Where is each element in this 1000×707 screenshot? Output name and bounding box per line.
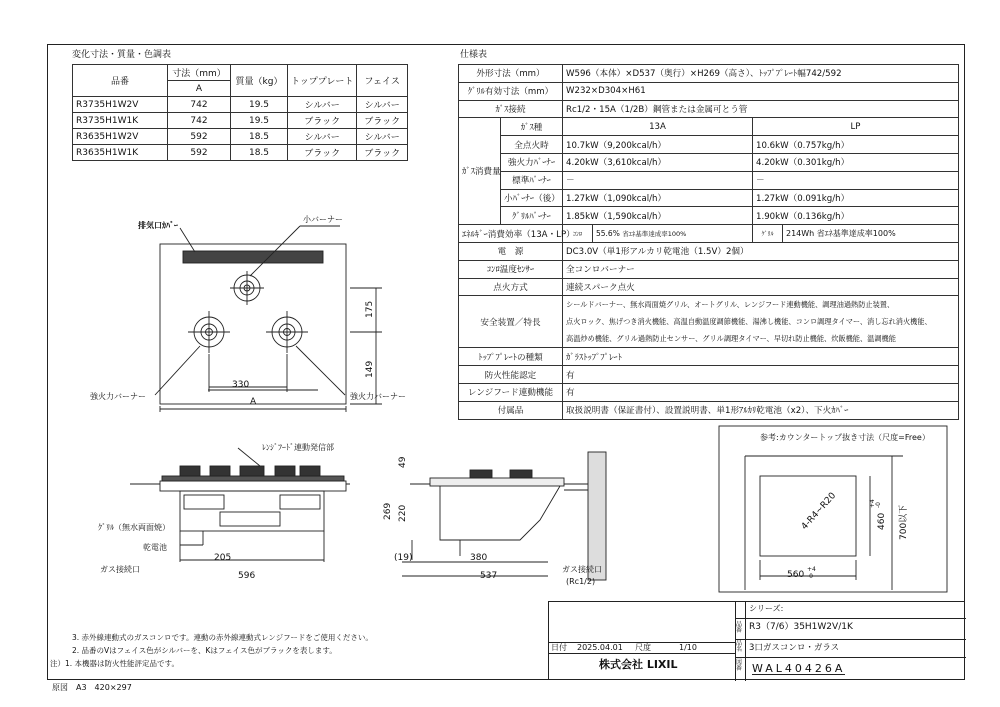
table-row: R3635H1W2V 592 18.5 シルバー シルバー (73, 129, 408, 145)
side-dim-220: 220 (398, 504, 408, 522)
table-row: R3635H1W1K 592 18.5 ブラック ブラック (73, 145, 408, 161)
cutout-dim-560: 560 (787, 570, 805, 580)
spec-grill-label: ｸﾞﾘﾙ有効寸法（mm） (459, 82, 563, 100)
burner-small (230, 271, 264, 305)
plan-view (155, 226, 382, 412)
header-top: トッププレート (288, 65, 357, 97)
front-dim-596: 596 (238, 571, 256, 581)
spec-eff-label: ｴﾈﾙｷﾞｰ消費効率（13A・LP） (459, 225, 563, 243)
table-row: 標準ﾊﾞｰﾅｰ － － (459, 171, 959, 189)
plan-top-plate (160, 244, 346, 404)
date-value: 2025.04.01 (577, 643, 623, 652)
scale-label: 尺度 (635, 643, 651, 652)
note-1: 注）1. 本機器は防火性能評定品です。 (50, 659, 179, 668)
spec-grill-value: W232×D304×H61 (563, 82, 959, 100)
side-dim-19: (19) (394, 553, 413, 563)
svg-text:+4: +4 (807, 566, 816, 573)
table-row: ｸﾞﾘﾙﾊﾞｰﾅｰ 1.85kW（1,590kcal/h） 1.90kW（0.136kg/h） (459, 207, 959, 225)
label-side-gas-inlet: ガス接続口 (562, 565, 602, 574)
table-row: R3735H1W1K 742 19.5 ブラック ブラック (73, 113, 408, 129)
label-side-gas-size: (Rc1/2) (566, 577, 596, 586)
side-view (402, 452, 606, 580)
header-dim: 寸法（mm） (168, 65, 231, 81)
company-name: 株式会社 LIXIL (599, 658, 678, 671)
label-exhaust-cover: 排気口ｶﾊﾞｰ (138, 221, 178, 230)
plan-dim-175: 175 (365, 300, 375, 318)
svg-text:+4: +4 (869, 499, 876, 508)
date-label: 日付 (551, 643, 567, 652)
table-row: 小ﾊﾞｰﾅｰ（後） 1.27kW（1,090kcal/h） 1.27kW（0.091kg/h） (459, 189, 959, 207)
label-strong-burner-right: 強火力バーナー (350, 392, 406, 401)
table-row: 全点火時 10.7kW（9,200kcal/h） 10.6kW（0.757kg/h） (459, 136, 959, 154)
drawing-value: WAL40426A (752, 662, 846, 675)
label-grill: ｸﾞﾘﾙ（無水両面焼） (98, 523, 170, 532)
table-row: R3735H1W2V 742 19.5 シルバー シルバー (73, 97, 408, 113)
header-face: フェイス (357, 65, 408, 97)
plan-dim-a: A (250, 397, 257, 407)
variant-table-title: 変化寸法・質量・色調表 (72, 50, 172, 60)
side-dim-49: 49 (398, 456, 408, 468)
label-small-burner: 小バーナー (303, 215, 343, 224)
table-row: 強火力ﾊﾞｰﾅｰ 4.20kW（3,610kcal/h） 4.20kW（0.301kg/h） (459, 153, 959, 171)
side-dim-537: 537 (480, 571, 498, 581)
spec-outer-label: 外形寸法（mm） (459, 65, 563, 83)
model-label: 品番 (736, 621, 743, 634)
scale-value: 1/10 (679, 643, 697, 652)
label-hood-sender: ﾚﾝｼﾞﾌｰﾄﾞ連動発信部 (262, 443, 334, 452)
cutout-dim-700: 700以下 (899, 504, 909, 540)
exhaust-vent (183, 251, 323, 263)
label-front-gas-inlet: ガス接続口 (100, 565, 140, 574)
spec-outer-value: W596（本体）×D537（奥行）×H269（高さ）、ﾄｯﾌﾟﾌﾟﾚｰﾄ幅742/592 (563, 65, 959, 83)
header-dim-a: A (168, 81, 231, 97)
spec-table: 外形寸法（mm） W596（本体）×D537（奥行）×H269（高さ）、ﾄｯﾌﾟﾌﾟﾚｰﾄ幅742/592 ｸﾞﾘﾙ有効寸法（mm） W232×D304×H61 ｶﾞｽ接続 Rc1/2・15A（1/2B）鋼管または金属可とう管 ｶﾞｽ消費量 ｶﾞｽ種 13A LP 全点火時 10.7kW（9,200kcal/h） 10.6kW（0.757kg/h） 強火力ﾊﾞｰﾅｰ 4.20kW（3,610kcal/h） 4.20kW（0.301kg/h） 標準ﾊﾞｰﾅｰ － － 小ﾊﾞｰﾅｰ（後） 1.27kW（1,090kcal/h） 1.27kW（0.091kg/h） ｸﾞﾘﾙﾊﾞｰﾅｰ 1.85kW（1,590kcal/h） 1.90kW（0.136kg/h） ｴﾈﾙｷﾞｰ消費効率（13A・LP） ｺﾝﾛ 55.6% 省ｴﾈ基準達成率100% ｸﾞﾘﾙ 214Wh 省ｴﾈ基準達成率100% 電 源 DC3.0V（単1形アルカリ乾電池（1.5V）2個） ｺﾝﾛ温度ｾﾝｻｰ 全コンロバーナー 点火方式 連続スパーク点火 安全装置／特長 シールドバーナー、無水両面焼グリル、オートグリル、レンジフード連動機能、調理油過熱防止装置、 点火ロック、焦げつき消火機能、高温自動温度調節機能、湯沸し機能、コンロ調理タイマー、消し忘れ消火機能、 高温炒め機能、グリル過熱防止センサー、グリル調理タイマー、早切れ防止機能、炊飯機能、温調機能 ﾄｯﾌﾟﾌﾟﾚｰﾄの種類 ｶﾞﾗｽﾄｯﾌﾟﾌﾟﾚｰﾄ 防火性能認定 有 レンジフード連動機能 有 付属品 取扱説明書（保証書付）、設置説明書、単1形ｱﾙｶﾘ乾電池（x2）、下火ｶﾊﾞｰ (458, 64, 959, 420)
label-strong-burner-left: 強火力バーナー (90, 392, 146, 401)
title-block (548, 601, 965, 680)
burner-strong-left (188, 311, 230, 353)
svg-text:-0: -0 (875, 502, 882, 508)
side-dim-380: 380 (470, 553, 488, 563)
paper-size: 原図 A3 420×297 (52, 683, 132, 692)
cutout-dim-460: 460 (877, 512, 887, 530)
plan-dim-149: 149 (365, 360, 375, 378)
burner-strong-right (266, 311, 308, 353)
side-dim-269: 269 (383, 502, 393, 520)
label-battery: 乾電池 (143, 543, 167, 552)
note-3: 3. 赤外線連動式のガスコンロです。連動の赤外線連動式レンジフードをご使用ください。 (72, 633, 373, 642)
series-label: シリーズ: (749, 604, 784, 613)
cutout-title: 参考:カウンタートップ抜き寸法（尺度=Free） (760, 433, 930, 442)
front-dim-205: 205 (214, 553, 232, 563)
header-part: 品番 (73, 65, 168, 97)
spec-gasconn-label: ｶﾞｽ接続 (459, 100, 563, 118)
spec-consumption-label: ｶﾞｽ消費量 (459, 118, 501, 225)
cutout-view (719, 426, 947, 592)
model-value: R3（7/6）35H1W2V/1K (749, 622, 853, 632)
svg-text:-0: -0 (807, 573, 813, 580)
name-label: 品名 (736, 640, 743, 653)
name-value: 3口ガスコンロ・ガラス (749, 643, 840, 653)
drawing-label: 図番 (736, 659, 743, 672)
spec-table-title: 仕様表 (460, 50, 488, 60)
header-mass: 質量（kg） (231, 65, 288, 97)
note-2: 2. 品番のVはフェイス色がシルバーを、Kはフェイス色がブラックを表します。 (72, 646, 337, 655)
plan-dim-330: 330 (232, 380, 250, 390)
spec-gasconn-value: Rc1/2・15A（1/2B）鋼管または金属可とう管 (563, 100, 959, 118)
cutout-corner: 4-R4~R20 (799, 490, 839, 533)
